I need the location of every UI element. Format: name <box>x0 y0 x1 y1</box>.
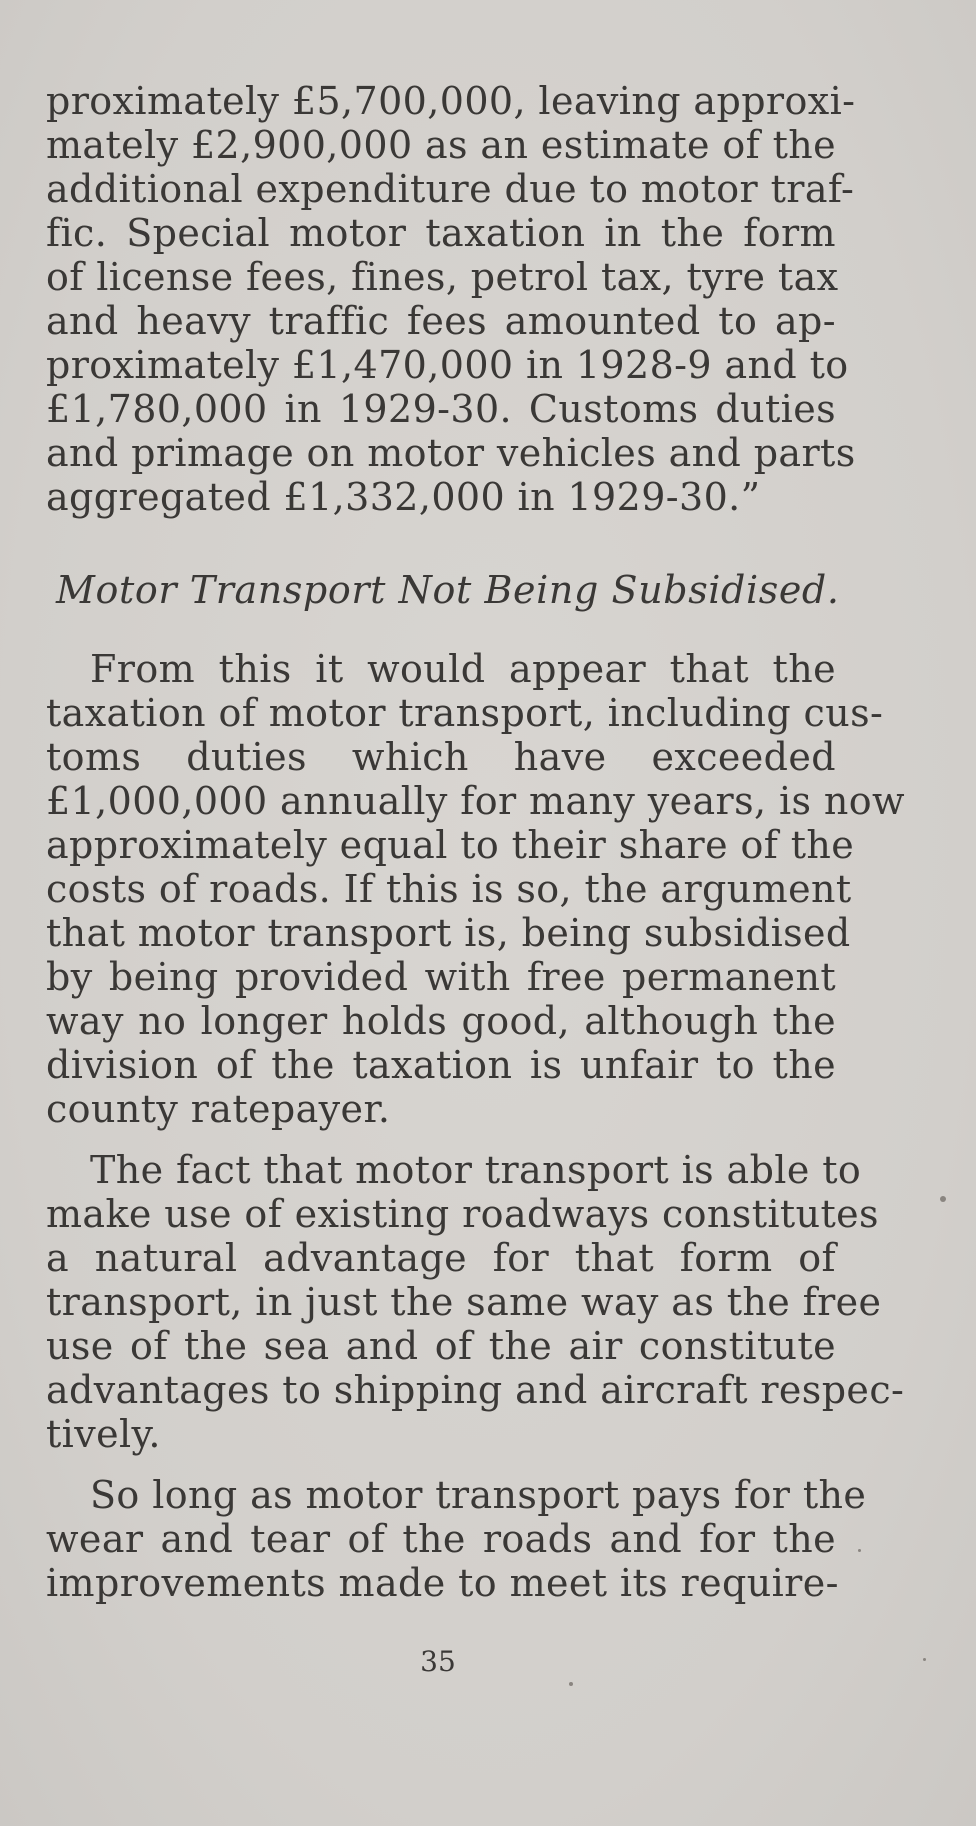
text-line: tively. <box>46 1412 161 1456</box>
text-line: toms duties which have exceeded <box>46 735 836 779</box>
text-line: The fact that motor transport is able to <box>90 1148 862 1192</box>
text-line: £1,000,000 annually for many years, is now <box>46 779 905 823</box>
text-line: a natural advantage for that form of <box>46 1236 836 1280</box>
text-line: way no longer holds good, although the <box>46 999 836 1043</box>
paper-speck <box>940 1196 946 1202</box>
text-line: So long as motor transport pays for the <box>90 1473 867 1517</box>
text-line: wear and tear of the roads and for the <box>46 1517 836 1561</box>
text-line: aggregated £1,332,000 in 1929-30.” <box>46 475 761 519</box>
text-line: use of the sea and of the air constitute <box>46 1324 836 1368</box>
text-line: that motor transport is, being subsidised <box>46 911 851 955</box>
text-line: approximately equal to their share of the <box>46 823 855 867</box>
text-line: mately £2,900,000 as an estimate of the <box>46 123 837 167</box>
paper-speck <box>569 1682 573 1686</box>
text-line: division of the taxation is unfair to the <box>46 1043 836 1087</box>
text-line: advantages to shipping and aircraft respec- <box>46 1368 905 1412</box>
text-line: county ratepayer. <box>46 1087 391 1131</box>
section-heading: Motor Transport Not Being Subsidised. <box>56 568 840 612</box>
paper-speck <box>923 1658 926 1661</box>
text-line: by being provided with free permanent <box>46 955 836 999</box>
text-line: proximately £5,700,000, leaving approxi- <box>46 79 856 123</box>
page-number: 35 <box>420 1645 456 1678</box>
text-line: of license fees, fines, petrol tax, tyre tax <box>46 255 839 299</box>
text-line: transport, in just the same way as the free <box>46 1280 882 1324</box>
paper-speck <box>858 1549 861 1552</box>
text-line: From this it would appear that the <box>90 647 836 691</box>
text-line: taxation of motor transport, including cus- <box>46 691 884 735</box>
text-line: additional expenditure due to motor traf- <box>46 167 855 211</box>
text-line: £1,780,000 in 1929-30. Customs duties <box>46 387 836 431</box>
text-line: fic. Special motor taxation in the form <box>46 211 836 255</box>
text-line: make use of existing roadways constitutes <box>46 1192 879 1236</box>
text-line: and heavy traffic fees amounted to ap- <box>46 299 836 343</box>
text-line: costs of roads. If this is so, the argument <box>46 867 852 911</box>
text-line: improvements made to meet its require- <box>46 1561 839 1605</box>
text-line: and primage on motor vehicles and parts <box>46 431 856 475</box>
text-line: proximately £1,470,000 in 1928-9 and to <box>46 343 849 387</box>
